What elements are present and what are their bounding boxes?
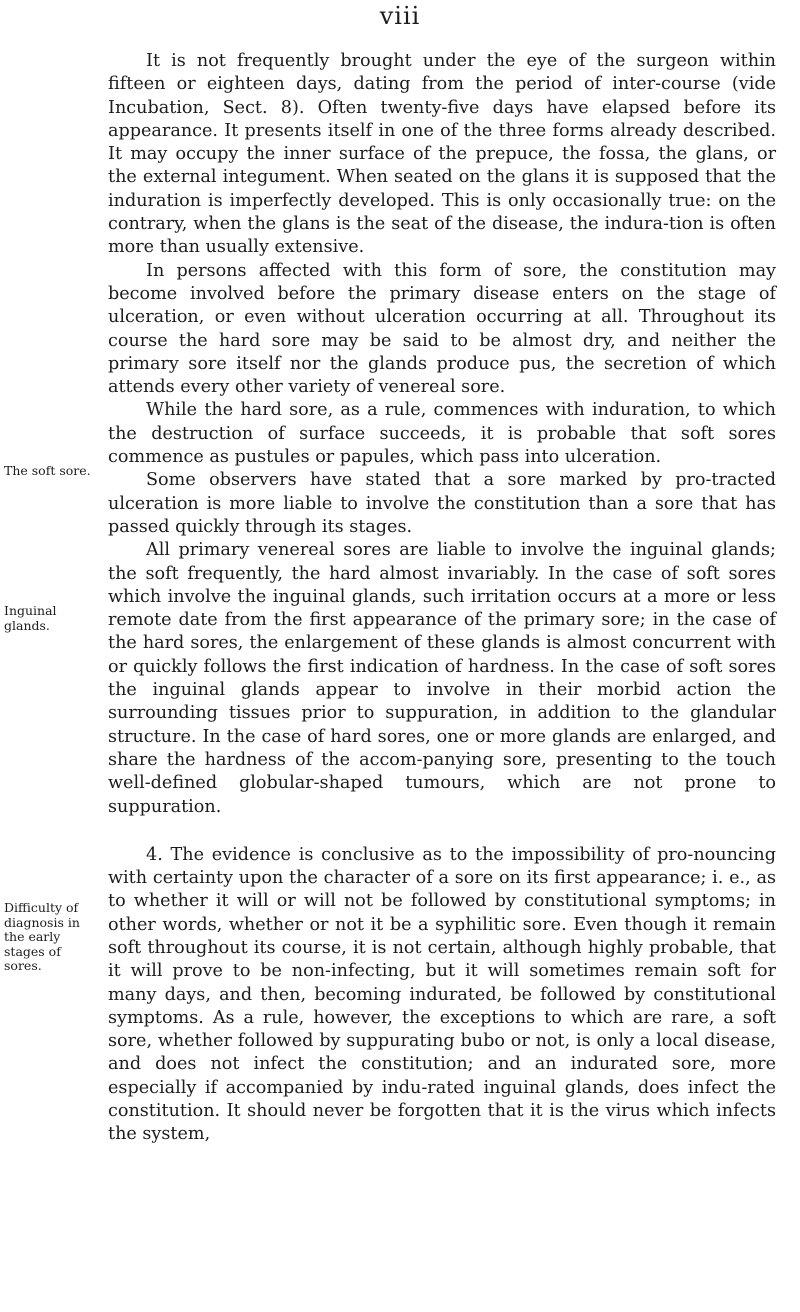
paragraph-4: Some observers have stated that a sore marked by pro-tracted ulceration is more liable to involve the constitution than a sore that has passed quickly through its stages. [108,470,776,537]
paragraph-5: All primary venereal sores are liable to involve the inguinal glands; the soft frequently, the hard almost invariably. In the case of soft sores which involve the inguinal glands, such irritation occurs at a more or less remote date from the first appearance of the primary sore; in the case of the hard sores, the enlargement of these glands is almost concurrent with or quickly follows the first indication of hardness. In the case of soft sores the inguinal glands appear to involve in their morbid action the surrounding tissues prior to suppuration, in addition to the glandular structure. In the case of hard sores, one or more glands are enlarged, and share the hardness of the accom-panying sore, presenting to the touch well-defined globular-shaped tumours, which are not prone to suppuration. [108,540,776,817]
page-number: viii [379,2,421,30]
paragraph-6: 4. The evidence is conclusive as to the impossibility of pro-nouncing with certainty upon the character of a sore on its first appearance; i. e., as to whether it will or will not be followed by constitutional symptoms; in other words, whether or not it be a syphilitic sore. Even though it remain soft throughout its course, it is not certain, although highly probable, that it will prove to be non-infecting, but it will sometimes remain soft for many days, and then, becoming indurated, be followed by constitutional symptoms. As a rule, however, the exceptions to which are rare, a soft sore, whether followed by suppurating bubo or not, is only a local disease, and does not infect the constitution; and an indurated sore, more especially if accompanied by indu-rated inguinal glands, does infect the constitution. It should never be forgotten that it is the virus which infects the system, [108,844,776,1145]
paragraph-3: While the hard sore, as a rule, commences with induration, to which the destruction of surface succeeds, it is probable that soft sores commence as pustules or papules, which pass into ulceration. [108,400,776,468]
paragraph-1: It is not frequently brought under the eye of the surgeon within fifteen or eighteen days, dating from the period of inter-course (vide Incubation, Sect. 8). Often twenty-five days have elapsed before its appearance. It presents itself in one of the three forms already described. It may occupy the inner surface of the prepuce, the fossa, the glans, or the external integument. When seated on the glans it is supposed that the induration is imperfectly developed. This is only occasionally true: on the contrary, when the glans is the seat of the disease, the indura-tion is often more than usually extensive. [108,51,776,258]
body-text [108,50,776,1147]
margin-note-difficulty-of-diagnosis: Difficulty of diagnosis in the early stages of sores. [4,900,80,973]
margin-note-inguinal-glands: Inguinal glands. [4,603,57,633]
margin-note-soft-sore: The soft sore. [4,463,91,478]
paragraph-2: In persons affected with this form of sore, the constitution may become involved before the primary disease enters on the stage of ulceration, or even without ulceration occurring at all. Throughout its course the hard sore may be said to be almost dry, and neither the primary sore itself nor the glands produce pus, the secretion of which attends every other variety of venereal sore. [108,260,776,398]
